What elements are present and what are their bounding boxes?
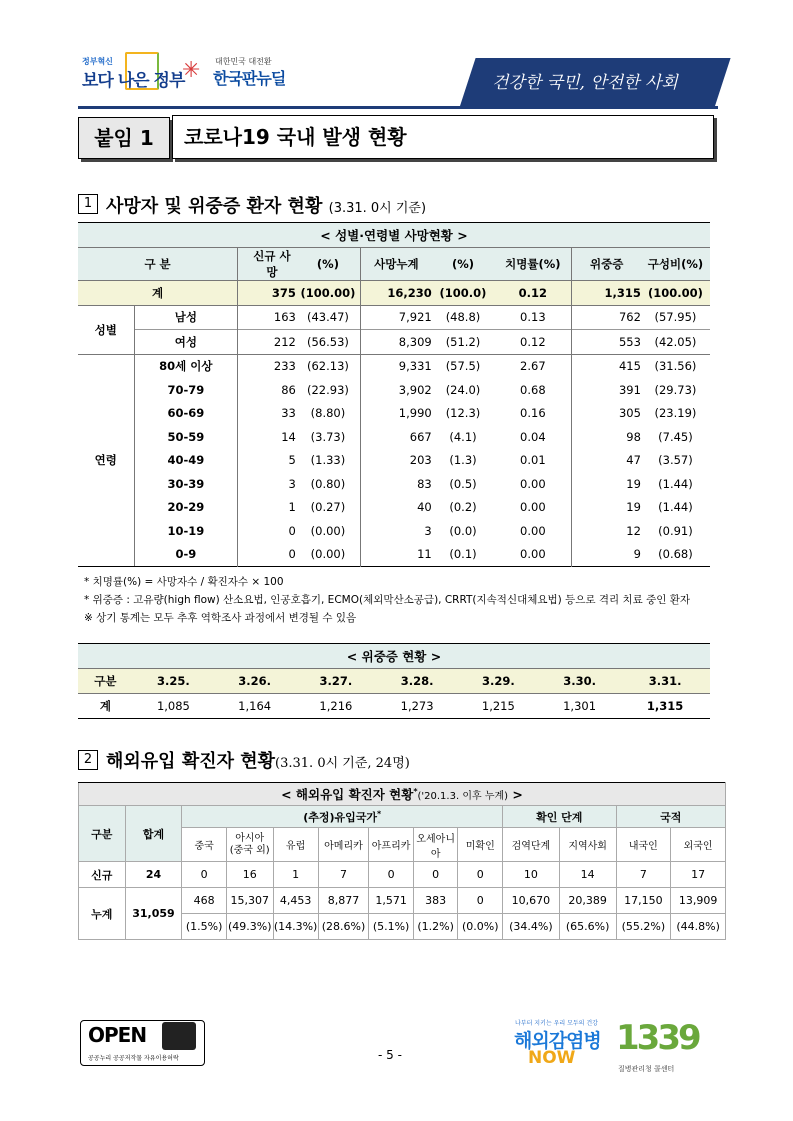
cell-new-pct: (0.00)	[296, 519, 361, 543]
cell-new: 3	[288, 476, 296, 491]
row-label: 50-59	[134, 425, 238, 449]
cell-cum: 3,902	[398, 382, 432, 397]
section-1-title-text: 사망자 및 위중증 환자 현황	[106, 196, 323, 217]
table-row	[78, 330, 710, 355]
cell-value: 10,670	[503, 888, 560, 914]
col-total: 합계	[125, 806, 182, 862]
row-label: 80세 이상	[134, 354, 238, 378]
cell-new: 163	[273, 310, 296, 325]
cell-value: 0	[458, 888, 503, 914]
col-china: 중국	[182, 828, 227, 862]
cell-fatality: 0.00	[494, 496, 572, 520]
slogan: 건강한 국민, 안전한 사회	[492, 73, 678, 93]
cell-total: 31,059	[125, 888, 182, 940]
asia-sub: (중국 외)	[229, 844, 270, 856]
col-quarantine: 검역단계	[503, 828, 560, 862]
cell-cum: 1,990	[398, 406, 432, 421]
cell-cum: 203	[409, 453, 432, 468]
cell-severe-pct: (1.44)	[658, 476, 693, 491]
cell-fatality: 0.00	[494, 519, 572, 543]
col-africa: 아프리카	[369, 828, 414, 862]
cell-value: 0	[182, 862, 227, 888]
cell-value: 17,150	[616, 888, 671, 914]
col-fatality: 치명률(%)	[494, 247, 572, 280]
cell-cum-pct: (24.0)	[445, 382, 481, 397]
col-date: 3.26.	[214, 669, 295, 694]
cell-percent: (55.2%)	[616, 914, 671, 940]
section-1-note: (3.31. 0시 기준)	[328, 201, 427, 216]
cell-severe: 391	[618, 382, 641, 397]
col-nationality: 국적	[616, 806, 726, 828]
cell-value: 20,389	[559, 888, 616, 914]
cell-percent: (49.3%)	[226, 914, 273, 940]
cell-fatality: 0.13	[494, 305, 572, 330]
row-label: 신규	[79, 862, 126, 888]
cell-severe-pct: (57.95)	[654, 310, 697, 325]
section-2-note: (3.31. 0시 기준, 24명)	[275, 756, 410, 771]
cell-value: 383	[413, 888, 458, 914]
cell-percent: (1.5%)	[182, 914, 227, 940]
cell-fatality: 0.12	[494, 280, 572, 305]
note-fatality: * 치명률(%) = 사망자수 / 확진자수 × 100	[84, 576, 284, 588]
row-label: 계	[78, 694, 133, 719]
cell-severe-count: 1,301	[539, 694, 620, 719]
row-label: 남성	[134, 305, 238, 330]
cell-cum: 8,309	[398, 334, 432, 349]
severe-values-row	[78, 694, 710, 719]
cell-value: 8,877	[318, 888, 369, 914]
col-new-deaths: 신규 사망	[238, 247, 296, 280]
table-row-new	[79, 862, 726, 888]
table-row-total	[78, 280, 710, 305]
row-label: 0-9	[134, 543, 238, 567]
row-label: 누계	[79, 888, 126, 940]
new-deal-star-icon: ✳	[182, 58, 201, 83]
col-date: 3.25.	[133, 669, 214, 694]
cell-new: 212	[273, 334, 296, 349]
attribution-icon	[162, 1022, 196, 1050]
section-1-title	[106, 192, 426, 218]
cell-cum-pct: (100.0)	[432, 280, 495, 305]
cell-new: 5	[288, 453, 296, 468]
cell-severe: 98	[626, 429, 641, 444]
cell-cum-pct: (0.2)	[449, 500, 477, 515]
cell-cum: 667	[409, 429, 432, 444]
section-2-number: 2	[78, 750, 98, 770]
cell-cum-pct: (12.3)	[445, 406, 481, 421]
section-2-title	[106, 747, 410, 773]
cell-new: 1	[288, 500, 296, 515]
imported-table-caption	[79, 783, 726, 806]
cell-percent: (28.6%)	[318, 914, 369, 940]
col-severe: 위중증	[572, 247, 641, 280]
row-label: 10-19	[134, 519, 238, 543]
cell-value: 468	[182, 888, 227, 914]
cell-value: 7	[318, 862, 369, 888]
header-rule	[78, 106, 718, 109]
cell-value: 0	[458, 862, 503, 888]
cell-severe-pct: (7.45)	[658, 429, 693, 444]
severe-table-caption: < 위중증 현황 >	[78, 644, 710, 669]
cell-fatality: 0.04	[494, 425, 572, 449]
logo-overseas-infection: 해외감염병	[514, 1030, 601, 1052]
origin-label: (추정)유입국가	[303, 810, 377, 824]
note-severe-definition: * 위중증 : 고유량(high flow) 산소요법, 인공호흡기, ECMO(체외막산소공급), CRRT(지속적신대체요법) 등으로 격리 치료 중인 환자	[84, 594, 691, 606]
cell-severe-pct: (29.73)	[654, 382, 697, 397]
group-label-sex: 성별	[78, 305, 134, 354]
logo-1339: 1339	[616, 1018, 699, 1058]
table-row	[78, 543, 710, 567]
cell-cum-pct: (0.5)	[449, 476, 477, 491]
cell-severe-pct: (0.91)	[658, 523, 693, 538]
col-date: 3.30.	[539, 669, 620, 694]
cell-cum-pct: (51.2)	[445, 334, 481, 349]
cell-fatality: 0.00	[494, 543, 572, 567]
cell-new-pct: (43.47)	[296, 305, 361, 330]
col-stage: 확인 단계	[503, 806, 616, 828]
col-asia	[226, 828, 273, 862]
table-row	[78, 449, 710, 473]
col-cum-deaths: 사망누계	[361, 247, 432, 280]
col-gubun: 구분	[79, 806, 126, 862]
cell-new: 33	[281, 406, 296, 421]
cell-severe-pct: (0.68)	[658, 547, 693, 562]
cell-cum-pct: (0.1)	[449, 547, 477, 562]
cell-severe-pct: (31.56)	[654, 359, 697, 374]
cell-fatality: 0.12	[494, 330, 572, 355]
cell-new-pct: (62.13)	[296, 354, 361, 378]
cell-percent: (14.3%)	[273, 914, 318, 940]
cell-severe-count: 1,164	[214, 694, 295, 719]
col-cum-pct: (%)	[432, 247, 495, 280]
cell-value: 16	[226, 862, 273, 888]
cell-severe: 762	[618, 310, 641, 325]
cell-new-pct: (3.73)	[296, 425, 361, 449]
cell-value: 1,571	[369, 888, 414, 914]
caption-main: < 해외유입 확진자 현황	[281, 787, 414, 802]
cell-percent: (65.6%)	[559, 914, 616, 940]
col-europe: 유럽	[273, 828, 318, 862]
cell-severe-pct: (3.57)	[658, 453, 693, 468]
cell-new: 86	[281, 382, 296, 397]
caption-sub: ('20.1.3. 이후 누계)	[417, 791, 509, 802]
open-license-text: 공공누리 공공저작물 자유이용허락	[88, 1055, 179, 1062]
caption-end: >	[512, 787, 523, 802]
cell-cum-pct: (1.3)	[449, 453, 477, 468]
cell-severe-pct: (1.44)	[658, 500, 693, 515]
deaths-table-caption: < 성별·연령별 사망현황 >	[78, 223, 710, 248]
cell-cum: 3	[424, 523, 432, 538]
deaths-table	[78, 222, 710, 567]
cell-value: 10	[503, 862, 560, 888]
row-label: 여성	[134, 330, 238, 355]
cell-new-pct: (0.80)	[296, 472, 361, 496]
severe-table	[78, 643, 710, 719]
cell-new: 0	[288, 523, 296, 538]
row-label: 20-29	[134, 496, 238, 520]
col-gubun: 구분	[78, 669, 133, 694]
page-title: 코로나19 국내 발생 현황	[184, 125, 407, 149]
logo-gov-innovation: 보다 나은 정부	[82, 71, 185, 91]
logo-overseas-small: 나부터 지키는 우리 모두의 건강	[515, 1020, 598, 1027]
row-label: 40-49	[134, 449, 238, 473]
caption-star: *	[413, 786, 418, 796]
table-row	[78, 519, 710, 543]
cell-fatality: 0.16	[494, 402, 572, 426]
cell-cum: 83	[417, 476, 432, 491]
col-community: 지역사회	[559, 828, 616, 862]
note-disclaimer: ※ 상기 통계는 모두 추후 역학조사 과정에서 변경될 수 있음	[84, 612, 357, 624]
logo-gov-innovation-small: 정부혁신	[82, 57, 113, 66]
table-row	[78, 425, 710, 449]
row-label: 70-79	[134, 378, 238, 402]
logo-now: NOW	[528, 1048, 576, 1068]
age-rows	[78, 354, 710, 567]
logo-1339-sub: 질병관리청 콜센터	[618, 1065, 675, 1073]
cell-severe: 553	[618, 334, 641, 349]
cell-new-pct: (0.27)	[296, 496, 361, 520]
col-oceania: 오세아니아	[413, 828, 458, 862]
table-row	[78, 472, 710, 496]
cell-new-pct: (100.00)	[296, 280, 361, 305]
cell-total: 24	[125, 862, 182, 888]
cell-severe-count: 1,273	[377, 694, 458, 719]
logo-new-deal: 한국판뉴딜	[213, 69, 286, 88]
cell-severe: 19	[626, 500, 641, 515]
cell-severe: 305	[618, 406, 641, 421]
origin-star: *	[377, 808, 382, 818]
cell-severe: 12	[626, 523, 641, 538]
col-foreign: 외국인	[671, 828, 726, 862]
table-row	[78, 305, 710, 330]
cell-new: 375	[238, 280, 296, 305]
cell-severe-pct: (42.05)	[654, 334, 697, 349]
cell-severe-count: 1,216	[295, 694, 376, 719]
cell-severe: 1,315	[572, 280, 641, 305]
cell-cum-pct: (48.8)	[445, 310, 481, 325]
cell-new-pct: (56.53)	[296, 330, 361, 355]
cell-fatality: 0.00	[494, 472, 572, 496]
cell-value: 1	[273, 862, 318, 888]
col-date: 3.29.	[458, 669, 539, 694]
asia-label: 아시아	[235, 832, 265, 844]
cell-new-pct: (22.93)	[296, 378, 361, 402]
group-label-age: 연령	[78, 354, 134, 567]
cell-severe-pct: (100.00)	[641, 280, 710, 305]
cell-cum: 16,230	[361, 280, 432, 305]
cell-cum: 9,331	[398, 359, 432, 374]
cell-fatality: 0.68	[494, 378, 572, 402]
cell-fatality: 2.67	[494, 354, 572, 378]
cell-new-pct: (0.00)	[296, 543, 361, 567]
col-date: 3.31.	[620, 669, 710, 694]
cell-value: 17	[671, 862, 726, 888]
cell-new-pct: (1.33)	[296, 449, 361, 473]
table-row	[78, 378, 710, 402]
row-label: 계	[78, 280, 238, 305]
cell-cum-pct: (0.0)	[449, 523, 477, 538]
cell-cum: 11	[417, 547, 432, 562]
cell-cum-pct: (4.1)	[449, 429, 477, 444]
attachment-label: 붙임 1	[94, 126, 154, 150]
cell-new: 14	[281, 429, 296, 444]
severe-header-row	[78, 669, 710, 694]
cell-cum: 40	[417, 500, 432, 515]
cell-value: 15,307	[226, 888, 273, 914]
row-label: 30-39	[134, 472, 238, 496]
cell-value: 0	[369, 862, 414, 888]
cell-severe-count: 1,085	[133, 694, 214, 719]
imported-cases-table	[78, 782, 726, 940]
cell-value: 14	[559, 862, 616, 888]
cell-percent: (1.2%)	[413, 914, 458, 940]
col-date: 3.28.	[377, 669, 458, 694]
cell-percent: (44.8%)	[671, 914, 726, 940]
cell-percent: (34.4%)	[503, 914, 560, 940]
table-row	[78, 354, 710, 378]
cell-value: 13,909	[671, 888, 726, 914]
cell-value: 7	[616, 862, 671, 888]
cell-severe: 47	[626, 453, 641, 468]
cell-new: 0	[288, 547, 296, 562]
col-unknown: 미확인	[458, 828, 503, 862]
open-license-logo: OPEN	[88, 1023, 147, 1047]
cell-cum-pct: (57.5)	[445, 359, 481, 374]
col-date: 3.27.	[295, 669, 376, 694]
cell-value: 4,453	[273, 888, 318, 914]
cell-percent: (5.1%)	[369, 914, 414, 940]
cell-severe-pct: (23.19)	[654, 406, 697, 421]
row-label: 60-69	[134, 402, 238, 426]
cell-severe-count: 1,215	[458, 694, 539, 719]
logo-new-deal-small: 대한민국 대전환	[215, 57, 272, 66]
col-severe-pct: 구성비(%)	[641, 247, 710, 280]
cell-fatality: 0.01	[494, 449, 572, 473]
table-row	[78, 402, 710, 426]
section-1-number: 1	[78, 194, 98, 214]
cell-cum: 7,921	[398, 310, 432, 325]
page-number: - 5 -	[378, 1048, 402, 1062]
col-new-pct: (%)	[296, 247, 361, 280]
cell-severe: 19	[626, 476, 641, 491]
cell-new: 233	[273, 359, 296, 374]
cell-new-pct: (8.80)	[296, 402, 361, 426]
col-gubun: 구 분	[78, 247, 238, 280]
col-korean: 내국인	[616, 828, 671, 862]
cell-percent: (0.0%)	[458, 914, 503, 940]
cell-severe: 415	[618, 359, 641, 374]
section-2-title-text: 해외유입 확진자 현황	[106, 751, 276, 772]
table-row-cumulative	[79, 888, 726, 914]
cell-severe: 9	[633, 547, 641, 562]
cell-severe-count: 1,315	[620, 694, 710, 719]
cell-value: 0	[413, 862, 458, 888]
col-america: 아메리카	[318, 828, 369, 862]
col-origin-country	[182, 806, 503, 828]
table-row	[78, 496, 710, 520]
